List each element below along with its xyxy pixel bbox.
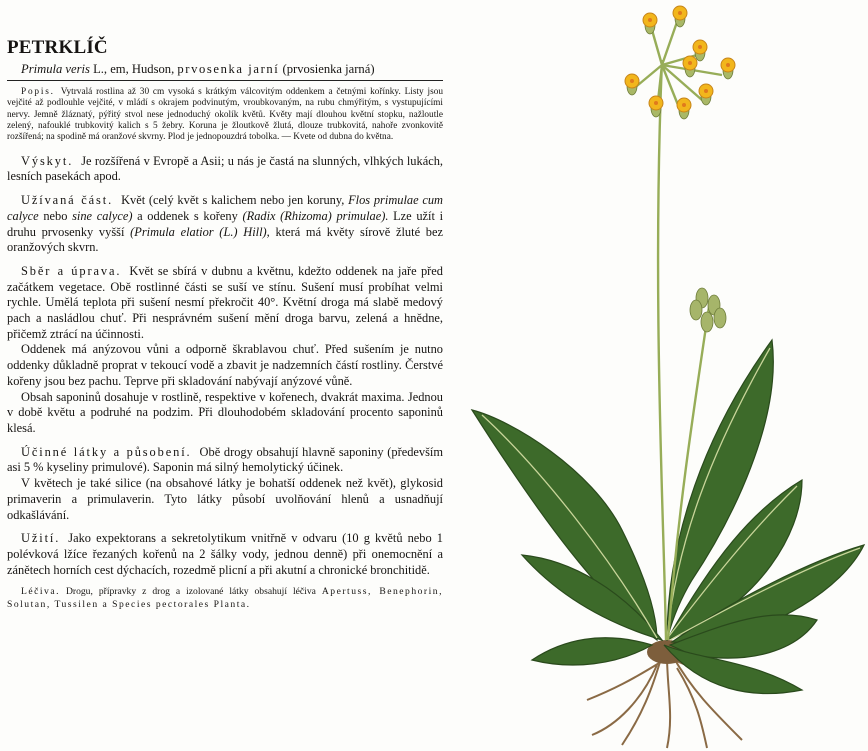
used-part-paragraph (7, 193, 443, 256)
active-substances-text: Obě drogy obsahují hlavně saponiny (především asi 5 % kyseliny primulové). Saponin má silný hemolytický účinek. (7, 444, 443, 475)
drugs-list: Apertuss, Benephorin, Solutan, Tussilen a Species pectorales Planta. (7, 586, 443, 610)
root-icon (677, 668, 707, 748)
latin-term: sine calyce) (72, 208, 133, 223)
occurrence-text: Je rozšířená v Evropě a Asii; u nás je častá na slunných, vlhkých lukách, lesních pasekách apod. (7, 153, 443, 184)
description-heading: Popis. (21, 86, 55, 97)
used-part-text: Květ (celý květ s kalichem nebo jen koruny, (121, 193, 345, 208)
drugs-text: Drogu, přípravky z drog a izolované látky obsahují léčiva (65, 586, 316, 598)
slovak-name: (prvosienka jarná) (282, 61, 375, 76)
stem-icon (658, 60, 666, 640)
flowers (625, 6, 735, 332)
occurrence-paragraph (7, 154, 443, 185)
bud-icon (714, 308, 726, 328)
used-part-text: Lze užít i druhu prvosenky vyšší (7, 208, 444, 239)
drugs-heading: Léčiva. (21, 586, 60, 598)
leaf-icon (532, 638, 652, 665)
root-icon (667, 655, 670, 748)
flower-center (688, 61, 692, 65)
collection-paragraph (7, 264, 443, 343)
czech-name: prvosenka jarní (177, 61, 280, 76)
used-part-heading: Užívaná část. (21, 193, 114, 208)
primrose-plant-illustration (452, 0, 868, 751)
stem-icon (652, 30, 662, 65)
use-paragraph (7, 531, 443, 578)
latin-term: Flos primulae cum calyce (7, 193, 443, 223)
flower-center (698, 45, 702, 49)
stem-icon (662, 22, 677, 65)
latin-name: Primula veris (21, 61, 90, 76)
collection-paragraph-3: Obsah saponinů dosahuje v rostlině, respektive v kořenech, dvakrát maxima. Jednou v době květu a podruhé na podzim. Při dlouhodobém skladování procento saponinů klesá. (7, 389, 443, 435)
flower-center (648, 18, 652, 22)
article-text (7, 37, 444, 611)
description-paragraph (7, 87, 443, 144)
active-substances-paragraph (7, 445, 443, 476)
latin-authors: L., em, Hudson, (93, 61, 175, 76)
collection-text: Květ se sbírá v dubnu a květnu, kdežto oddenek na jaře před začátkem vegetace. Obě rostlinné části se suší ve stínu. Sušení musí probíhat velmi rychle. Umělá teplota při sušení nesmí překročit 40°. Květní droga má slabě medový pach a nasládlou chuť. Při nesprávném sušení mění droga barvu, zelená a hnědne, přičemž ztrácí na účinnosti. (7, 263, 443, 341)
subtitle (7, 62, 443, 77)
page-title: PETRKLÍČ (7, 37, 108, 58)
used-part-text: a oddenek s kořeny (137, 208, 238, 223)
bud-icon (701, 312, 713, 332)
used-part-text: která má květy sírově žluté bez oranžových skvrn. (7, 224, 443, 255)
flower-center (654, 101, 658, 105)
description-text: Vytrvalá rostlina až 30 cm vysoká s krátkým válcovitým oddenkem a četnými kořínky. Listy jsou vejčité až podlouhle vejčité, v mládí s okrajem podvinutým, vroubkovaným, na rubu chmýřitým, s vystupujícími nervy. Jemně žláznatý, pýřitý stvol nese jednoduchý okolík květů. Květy mají dlouhou květní stopku, nažloutle zelený, nafouklé trubkovitý kalich s 5 žebry. Koruna je žloutkově žlutá, dlouze trubkovitá, nahoře zvonkovitě rozšířená; na spodině má oranžové skvrny. Plod je jednopouzdrá tobolka. — Kvete od dubna do května. (7, 86, 443, 143)
flower-center (726, 63, 730, 67)
flower-center (678, 11, 682, 15)
collection-heading: Sběr a úprava. (21, 263, 122, 278)
flower-center (704, 89, 708, 93)
active-substances-paragraph-2: V květech je také silice (na obsahové látky je bohatší oddenek než květ), glykosid primaverin a primulaverin. Tyto látky působí uvolňování hlenů a usnadňují odkašlávání. (7, 476, 443, 522)
latin-term: (Primula elatior (L.) Hill), (130, 224, 270, 239)
flower-center (682, 103, 686, 107)
use-text: Jako expektorans a sekretolytikum vnitřně v odvaru (10 g květů nebo 1 polévková lžíce řezaných kořenů na 2 šálky vody, jednou denně) při onemocnění a zánětech horních cest dýchacích, rozedmě plicní a při akutní a chronické bronchitidě. (7, 531, 443, 577)
root-icon (587, 660, 664, 700)
occurrence-heading: Výskyt. (21, 153, 74, 168)
used-part-text: nebo (43, 208, 68, 223)
divider (7, 80, 443, 81)
flower-center (630, 79, 634, 83)
active-substances-heading: Účinné látky a působení. (21, 444, 192, 459)
collection-paragraph-2: Oddenek má anýzovou vůni a odporně škrablavou chuť. Před sušením je nutno oddenky důkladně proprat v tekoucí vodě a zbavit je nadzemních částí rostliny. Čerstvé kořeny jsou bez pachu. Teprve při skladování nabývají anýzové vůně. (7, 342, 443, 388)
drugs-paragraph (7, 586, 443, 610)
bud-icon (690, 300, 702, 320)
use-heading: Užití. (21, 531, 61, 546)
latin-term: (Radix (Rhizoma) primulae). (242, 208, 389, 223)
